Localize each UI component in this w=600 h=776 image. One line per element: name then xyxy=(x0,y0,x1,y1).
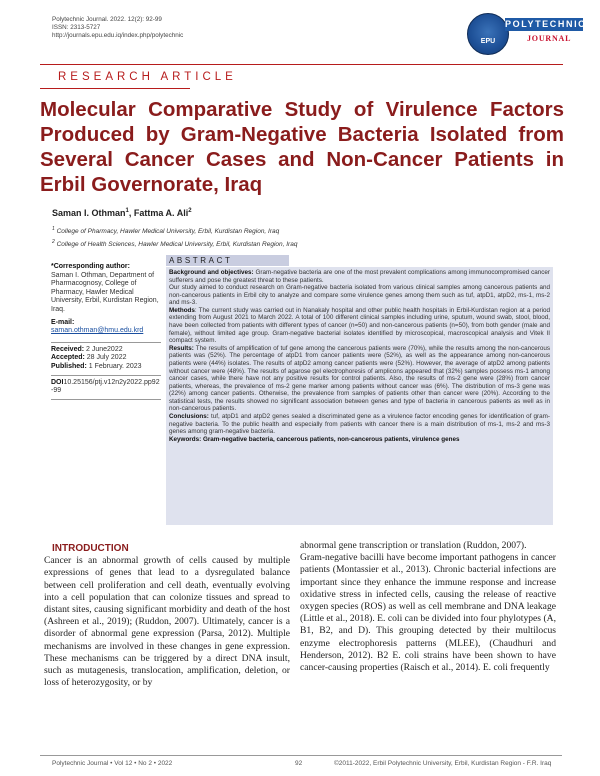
published-date xyxy=(51,363,161,372)
intro-right-column xyxy=(300,540,556,674)
email-link[interactable]: saman.othman@hmu.edu.krd xyxy=(51,327,144,335)
sidebar-divider-2 xyxy=(51,375,161,376)
abstract-methods xyxy=(169,307,550,345)
accepted-date xyxy=(51,354,161,363)
affiliation-1-text: College of Pharmacy, Hawler Medical University, Erbil, Kurdistan Region, Iraq xyxy=(56,228,280,236)
abstract-results-text: The results of amplification of tuf gene among the cancerous patients were (70%), while the results among the non-cancerous patients was (52%). The percentage of atpD1 from cancer patients were (52%), as well as the appearance among non-cancerous patients were (44%) isolates. The results of atpD2 among cancer patients were (52%). However, the average of atpD2 among patients without cancer were (48%). The results of agarose gel electrophoresis of amplicons appeared that (32%) samples possess ms-1 among cancer cases, while there have not any positive results for control patients. Also, the results of ms-2 gene were (28%) from cancer patients, whereas, the prevalence of ms-2 gene marker among patients without cancer was (6%). The distribution of ms-3 gene was (22%) among cancer patients. Otherwise, the prevalence from samples of patients other than cancer were (20%). According to the statistical tests, the results showed no significant association between genes and type of bacteria in cancerous patients as well as in non-cancerous patients. xyxy=(169,344,550,413)
author-2-name: Fattma A. Ali xyxy=(133,208,189,218)
published-value: 1 February. 2023 xyxy=(86,362,142,370)
abstract-background-label: Background and objectives: xyxy=(169,269,254,276)
accepted-label: Accepted: xyxy=(51,354,85,362)
email-label: E-mail: xyxy=(51,318,75,326)
corresponding-author-label: *Corresponding author: xyxy=(51,263,130,270)
received-label: Received: xyxy=(51,345,85,353)
affiliation-2 xyxy=(52,239,297,248)
abstract-results-label: Results: xyxy=(169,344,194,352)
received-date xyxy=(51,346,161,355)
abstract-aim: Our study aimed to conduct research on Gram-negative bacteria isolated from various clinical samples among cancerous patients and non-cancerous patients in Erbil city to analyze and compare some virulence genes among them such as tuf, atpD1, atpD2, ms-1, ms-2 and ms-3. xyxy=(169,284,550,307)
sidebar-divider xyxy=(51,342,161,343)
doi-value[interactable]: 10.25156/ptj.v12n2y2022.pp92-99 xyxy=(51,378,160,395)
abstract-methods-label: Methods xyxy=(169,306,195,314)
abstract-background-text: Gram-negative bacteria are one of the most prevalent complications among immunocompromised cancer sufferers and pose the greatest threat to these patients. xyxy=(169,269,550,284)
accepted-value: 28 July 2022 xyxy=(84,354,127,362)
affiliation-1-sup: 1 xyxy=(52,226,55,232)
keywords-text: Gram-negative bacteria, cancerous patients, non-cancerous patients, virulence genes xyxy=(201,435,460,443)
intro-right-p1: abnormal gene transcription or translation (Ruddon, 2007). xyxy=(300,540,527,551)
abstract-keywords xyxy=(169,436,550,444)
emblem-text: EPU xyxy=(480,38,496,45)
keywords-label: Keywords: xyxy=(169,435,202,443)
footer-divider xyxy=(40,755,562,756)
intro-right-p2: Gram-negative bacilli have become important pathogens in cancer patients (Montassier et al., 2013). Chronic bacterial infections are important since they enhance the immune response and increase oxidative stress in infected cells, causing the release of reactive oxygen species (ROS) as well as cell membrane and DNA leakage (Little et al., 2018). E. coli can be divided into four phylotypes (A, B1, B2, and D). This grouping detected by their multilocus enzyme electrophoresis patterns (MLEE), (Chaudhuri and Henderson, 2012). B2 E. coli strains have been shown to have cancer-causing properties (Raisch et al., 2014). E. coli frequently xyxy=(300,552,556,674)
intro-left-column xyxy=(44,543,290,689)
intro-left-text: Cancer is an abnormal growth of cells caused by multiple expressions of genes that lead to a dysregulated balance between cell proliferation and cell death, eventually evolving into a cell population that can colonize tissues and spread to distant sites, causing significant morbidity and death of the host (Ashreen et al., 2019); (Ruddon, 2007). Ultimately, cancer is a disorder of abnormal gene expression (Parsa, 2012). Multiple mechanisms are involved in these changes in gene expression. These mechanisms can be triggered by a direct DNA insult, such as mutagenesis, translocation, amplification, deletion, or loss of heterozygosity, or by xyxy=(44,555,290,689)
author-1-sup: 1 xyxy=(125,208,129,214)
author-2-sup: 2 xyxy=(188,208,192,214)
author-list xyxy=(52,208,192,218)
introduction-heading: INTRODUCTION xyxy=(52,543,129,554)
abstract-heading: ABSTRACT xyxy=(166,255,289,266)
journal-logo xyxy=(467,11,587,61)
epu-emblem-icon xyxy=(467,13,509,55)
article-title: Molecular Comparative Study of Virulence Factors Produced by Gram-Negative Bacteria Isolated from Several Cancer Cases and Non-Cancer Patients in Erbil Governorate, Iraq xyxy=(40,98,564,196)
abstract-conclusions xyxy=(169,413,550,436)
received-value: 2 June2022 xyxy=(84,345,123,353)
abstract-background xyxy=(169,269,550,284)
affiliation-1 xyxy=(52,226,279,235)
abstract-conclusions-label: Conclusions: xyxy=(169,412,209,420)
affiliation-2-sup: 2 xyxy=(52,239,55,245)
abstract-conclusions-text: tuf, atpD1 and atpD2 genes sealed a discriminated gene as a virulence factor encoding genes for identification of gram-negative bacteria. To the public health and especially from patients with cancer there is a main distribution of ms-1, ms-2 and ms-3 genes among gram-negative bacteria. xyxy=(169,412,550,436)
published-label: Published: xyxy=(51,362,87,370)
corresponding-author-details: Saman I. Othman, Department of Pharmacognosy, College of Pharmacy, Hawler Medical University, Erbil, Kurdistan Region, Iraq. xyxy=(51,271,159,313)
journal-url[interactable]: http://journals.epu.edu.iq/index.php/polytechnic xyxy=(52,32,184,39)
abstract-methods-text: : The current study was carried out in Nanakaly hospital and other public health hospitals in Erbil-Kurdistan region at a period extending from August 2021 to March 2022. A total of 100 different clinical samples including urine, sputum, wound swab, stool, blood, have been collected from patients with different types of cancer (n=50) and non-cancerous patients (n=50), from both gender (male and female), without limited age group. Gram-negative bacterial isolates identified by microscopical, macroscopical analysis and Vitek II compact system. xyxy=(169,306,550,345)
abstract-results xyxy=(169,345,550,413)
sidebar-divider-3 xyxy=(51,399,161,400)
footer-copyright: ©2011-2022, Erbil Polytechnic University, Erbil, Kurdistan Region - F.R. Iraq xyxy=(334,760,552,767)
footer-journal-info: Polytechnic Journal • Vol 12 • No 2 • 2022 xyxy=(52,760,173,767)
journal-citation: Polytechnic Journal. 2022. 12(2): 92-99 xyxy=(52,16,162,23)
affiliation-2-text: College of Health Sciences, Hawler Medical University, Erbil, Kurdistan Region, Iraq xyxy=(56,241,298,249)
article-type-label: RESEARCH ARTICLE xyxy=(58,71,237,83)
issn-line: ISSN: 2313-5727 xyxy=(52,24,101,31)
doi[interactable] xyxy=(51,379,161,396)
abstract-box xyxy=(166,267,553,525)
top-divider xyxy=(40,64,563,65)
author-1-name: Saman I. Othman xyxy=(52,208,126,218)
article-type-divider xyxy=(40,88,190,89)
page-number: 92 xyxy=(295,760,303,767)
article-info-sidebar xyxy=(51,263,161,403)
logo-subtitle: JOURNAL xyxy=(527,34,572,43)
doi-label: DOI xyxy=(51,378,64,386)
author-separator: , xyxy=(128,208,134,218)
logo-wordmark: POLYTECHNIC xyxy=(505,19,587,29)
